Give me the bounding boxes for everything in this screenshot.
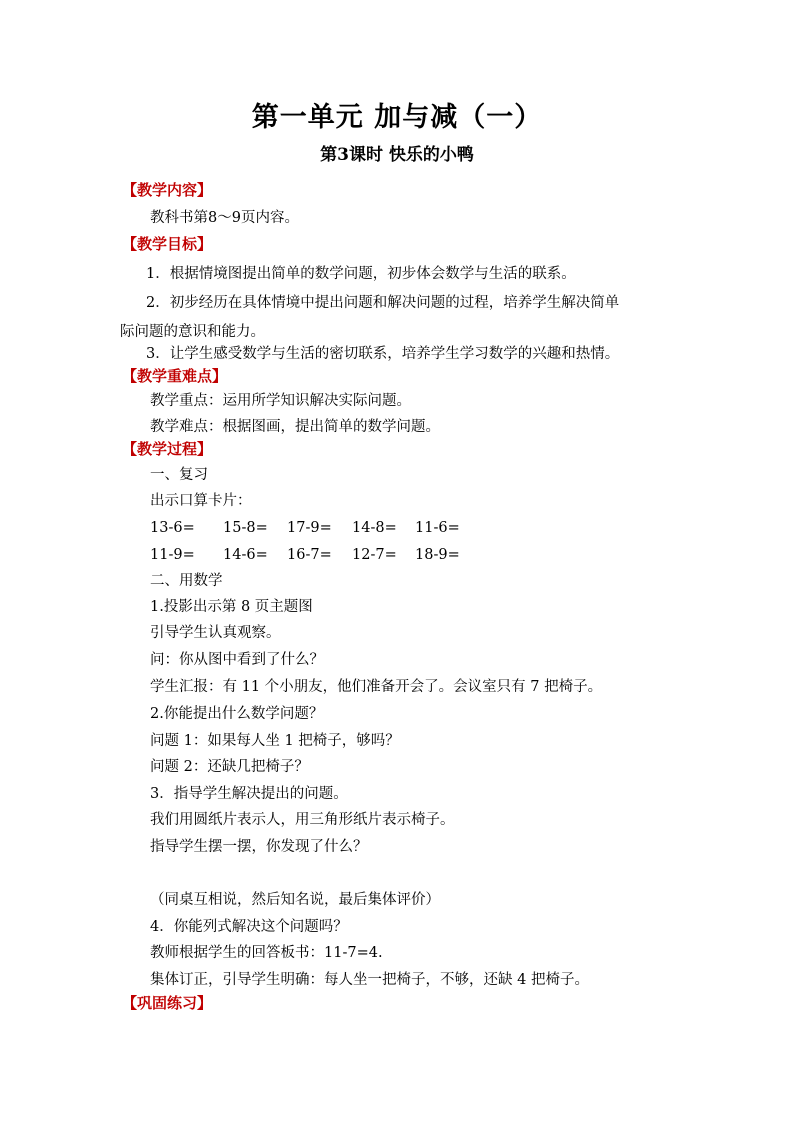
process-step-2: 2.你能提出什么数学问题？ <box>150 706 324 722</box>
calc-item: 14-8= <box>352 520 397 536</box>
process-discuss: （同桌互相说，然后知名说，最后集体评价） <box>150 892 440 908</box>
process-step-3: 3．指导学生解决提出的问题。 <box>150 786 348 802</box>
page-title: 第一单元 加与减（一） <box>251 102 543 133</box>
calc-item: 11-9= <box>150 547 195 563</box>
section-heading-content: 【教学内容】 <box>122 181 213 199</box>
goal-1: 1．根据情境图提出简单的数学问题，初步体会数学与生活的联系。 <box>146 266 576 282</box>
process-problem-1: 问题 1：如果每人坐 1 把椅子，够吗？ <box>150 733 400 749</box>
calc-item: 18-9= <box>415 547 460 563</box>
process-step-1: 1.投影出示第 8 页主题图 <box>150 599 313 615</box>
process-arrange: 指导学生摆一摆，你发现了什么？ <box>150 839 368 855</box>
section-heading-goals: 【教学目标】 <box>122 235 213 253</box>
calc-item: 13-6= <box>150 520 195 536</box>
calc-item: 16-7= <box>287 547 332 563</box>
process-problem-2: 问题 2：还缺几把椅子？ <box>150 759 309 775</box>
calc-item: 14-6= <box>223 547 268 563</box>
page-subtitle: 第3课时 快乐的小鸭 <box>320 145 474 165</box>
calc-item: 12-7= <box>352 547 397 563</box>
goal-2-line-1: 2．初步经历在具体情境中提出问题和解决问题的过程，培养学生解决简单 <box>146 295 620 311</box>
content-text: 教科书第8～9页内容。 <box>150 210 299 226</box>
process-use-math: 二、用数学 <box>150 573 223 589</box>
process-step-4: 4．你能列式解决这个问题吗？ <box>150 919 348 935</box>
process-question: 问：你从图中看到了什么？ <box>150 652 324 668</box>
process-board: 教师根据学生的回答板书：11-7=4. <box>150 945 383 961</box>
key-point: 教学重点：运用所学知识解决实际问题。 <box>150 393 411 409</box>
section-heading-practice: 【巩固练习】 <box>122 994 213 1012</box>
calc-item: 11-6= <box>415 520 460 536</box>
process-paper-pieces: 我们用圆纸片表示人，用三角形纸片表示椅子。 <box>150 812 455 828</box>
process-observe: 引导学生认真观察。 <box>150 625 281 641</box>
process-cards: 出示口算卡片： <box>150 493 252 509</box>
process-correct: 集体订正，引导学生明确：每人坐一把椅子，不够，还缺 4 把椅子。 <box>150 972 589 988</box>
difficult-point: 教学难点：根据图画，提出简单的数学问题。 <box>150 419 440 435</box>
section-heading-keypoints: 【教学重难点】 <box>122 367 228 385</box>
process-report: 学生汇报：有 11 个小朋友，他们准备开会了。会议室只有 7 把椅子。 <box>150 679 603 695</box>
goal-3: 3．让学生感受数学与生活的密切联系，培养学生学习数学的兴趣和热情。 <box>146 346 620 362</box>
process-review: 一、复习 <box>150 467 208 483</box>
calc-item: 17-9= <box>287 520 332 536</box>
calc-item: 15-8= <box>223 520 268 536</box>
section-heading-process: 【教学过程】 <box>122 440 213 458</box>
goal-2-line-2: 际问题的意识和能力。 <box>120 324 265 340</box>
